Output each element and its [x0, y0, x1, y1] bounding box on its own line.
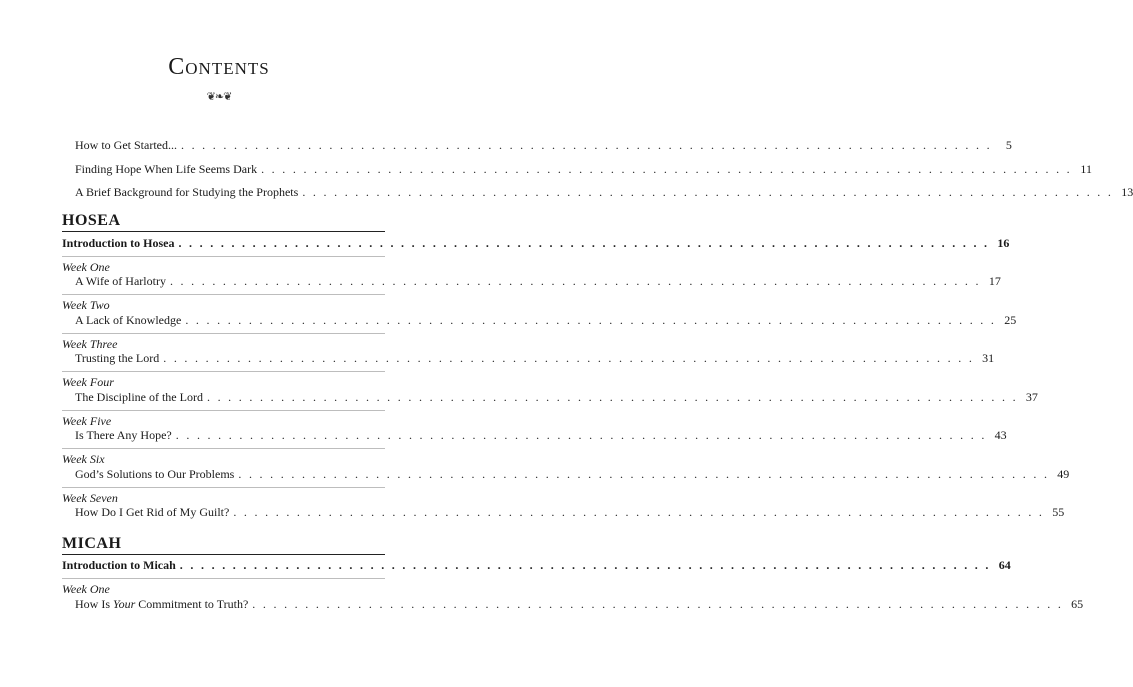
section-rule [62, 231, 385, 232]
toc-entry-hosea-week-6[interactable] [75, 467, 1070, 483]
toc-page-number: 55 [1052, 505, 1065, 519]
week-label: Week Five [62, 414, 112, 428]
toc-page-number: 13 [1121, 185, 1133, 199]
dot-leader: . . . . . . . . . . . . . . . . . . . . . . . . . . . . . . . . . . . . . . . . . . . . . . . . . . . . . . . . . . . . . . . . . . . . . . . . . . . . . [302, 185, 1114, 199]
dot-leader: . . . . . . . . . . . . . . . . . . . . . . . . . . . . . . . . . . . . . . . . . . . . . . . . . . . . . . . . . . . . . . . . . . . . . . . . . . . . . [261, 162, 1072, 176]
toc-entry-introduction-to-micah[interactable] [62, 558, 1011, 574]
toc-entry-micah-week-1[interactable] [75, 597, 1084, 613]
dot-leader: . . . . . . . . . . . . . . . . . . . . . . . . . . . . . . . . . . . . . . . . . . . . . . . . . . . . . . . . . . . . . . . . . . . . . . . . . . . . . [180, 138, 992, 152]
dot-leader: . . . . . . . . . . . . . . . . . . . . . . . . . . . . . . . . . . . . . . . . . . . . . . . . . . . . . . . . . . . . . . . . . . . . . . . . . . . . . [178, 236, 990, 250]
divider [62, 487, 385, 488]
week-label: Week One [62, 260, 110, 274]
dot-leader: . . . . . . . . . . . . . . . . . . . . . . . . . . . . . . . . . . . . . . . . . . . . . . . . . . . . . . . . . . . . . . . . . . . . . . . . . . . . . [179, 558, 991, 572]
divider [62, 333, 385, 334]
week-label: Week Seven [62, 491, 118, 505]
section-heading-hosea: HOSEA [62, 212, 121, 229]
toc-page-number: 65 [1071, 597, 1084, 611]
toc-entry-label: Is There Any Hope? [75, 428, 172, 442]
toc-entry-hosea-week-2[interactable] [75, 313, 1017, 329]
toc-entry-label: How to Get Started... [75, 138, 177, 152]
contents-title: Contents [168, 54, 270, 80]
label-text: Commitment to Truth? [135, 597, 249, 611]
week-label: Week One [62, 582, 110, 596]
toc-entry-hosea-week-5[interactable] [75, 428, 1007, 444]
toc-entry-label: Introduction to Hosea [62, 236, 175, 250]
toc-entry-label: The Discipline of the Lord [75, 390, 203, 404]
toc-entry-hosea-week-1[interactable] [75, 274, 1001, 290]
toc-entry-label: Trusting the Lord [75, 351, 160, 365]
divider [62, 371, 385, 372]
divider [62, 410, 385, 411]
label-emphasis: Your [113, 597, 136, 611]
dot-leader: . . . . . . . . . . . . . . . . . . . . . . . . . . . . . . . . . . . . . . . . . . . . . . . . . . . . . . . . . . . . . . . . . . . . . . . . . . . . . [185, 313, 997, 327]
toc-entry-label: Finding Hope When Life Seems Dark [75, 162, 258, 176]
toc-entry-hosea-week-7[interactable] [75, 505, 1065, 521]
ornament-flourish: ❦❧❦ [206, 91, 232, 103]
toc-entry-label: How Do I Get Rid of My Guilt? [75, 505, 230, 519]
toc-page-number: 17 [988, 274, 1001, 288]
divider [62, 448, 385, 449]
dot-leader: . . . . . . . . . . . . . . . . . . . . . . . . . . . . . . . . . . . . . . . . . . . . . . . . . . . . . . . . . . . . . . . . . . . . . . . . . . . . . [163, 351, 975, 365]
dot-leader: . . . . . . . . . . . . . . . . . . . . . . . . . . . . . . . . . . . . . . . . . . . . . . . . . . . . . . . . . . . . . . . . . . . . . . . . . . . . . [238, 467, 1050, 481]
toc-entry-label: God’s Solutions to Our Problems [75, 467, 235, 481]
divider [62, 578, 385, 579]
dot-leader: . . . . . . . . . . . . . . . . . . . . . . . . . . . . . . . . . . . . . . . . . . . . . . . . . . . . . . . . . . . . . . . . . . . . . . . . . . . . . [233, 505, 1045, 519]
week-label: Week Four [62, 375, 114, 389]
toc-page-number: 64 [998, 558, 1011, 572]
week-label: Week Two [62, 298, 110, 312]
toc-entry-introduction-to-hosea[interactable] [62, 236, 1010, 252]
label-text: How Is [75, 597, 113, 611]
divider [62, 294, 385, 295]
toc-entry-label: A Brief Background for Studying the Prophets [75, 185, 299, 199]
section-heading-micah: MICAH [62, 535, 122, 552]
toc-page-number: 11 [1080, 162, 1092, 176]
toc-page-number: 5 [1005, 138, 1012, 152]
toc-entry-how-to-get-started[interactable] [75, 138, 1012, 154]
toc-page-number: 16 [997, 236, 1010, 250]
toc-entry-hosea-week-3[interactable] [75, 351, 995, 367]
toc-entry-label: Introduction to Micah [62, 558, 176, 572]
toc-entry-brief-background[interactable] [75, 185, 1133, 201]
toc-page-number: 25 [1004, 313, 1017, 327]
toc-entry-label: A Lack of Knowledge [75, 313, 182, 327]
dot-leader: . . . . . . . . . . . . . . . . . . . . . . . . . . . . . . . . . . . . . . . . . . . . . . . . . . . . . . . . . . . . . . . . . . . . . . . . . . . . . [252, 597, 1064, 611]
toc-page-number: 31 [982, 351, 995, 365]
dot-leader: . . . . . . . . . . . . . . . . . . . . . . . . . . . . . . . . . . . . . . . . . . . . . . . . . . . . . . . . . . . . . . . . . . . . . . . . . . . . . [206, 390, 1018, 404]
dot-leader: . . . . . . . . . . . . . . . . . . . . . . . . . . . . . . . . . . . . . . . . . . . . . . . . . . . . . . . . . . . . . . . . . . . . . . . . . . . . . [169, 274, 981, 288]
toc-entry-finding-hope[interactable] [75, 162, 1092, 178]
toc-page-number: 43 [994, 428, 1007, 442]
toc-page-number: 37 [1025, 390, 1038, 404]
toc-entry-hosea-week-4[interactable] [75, 390, 1038, 406]
dot-leader: . . . . . . . . . . . . . . . . . . . . . . . . . . . . . . . . . . . . . . . . . . . . . . . . . . . . . . . . . . . . . . . . . . . . . . . . . . . . . [175, 428, 987, 442]
divider [62, 256, 385, 257]
toc-entry-label [75, 597, 248, 612]
week-label: Week Three [62, 337, 118, 351]
section-rule [62, 554, 385, 555]
week-label: Week Six [62, 452, 105, 466]
toc-entry-label: A Wife of Harlotry [75, 274, 166, 288]
toc-page-number: 49 [1057, 467, 1070, 481]
